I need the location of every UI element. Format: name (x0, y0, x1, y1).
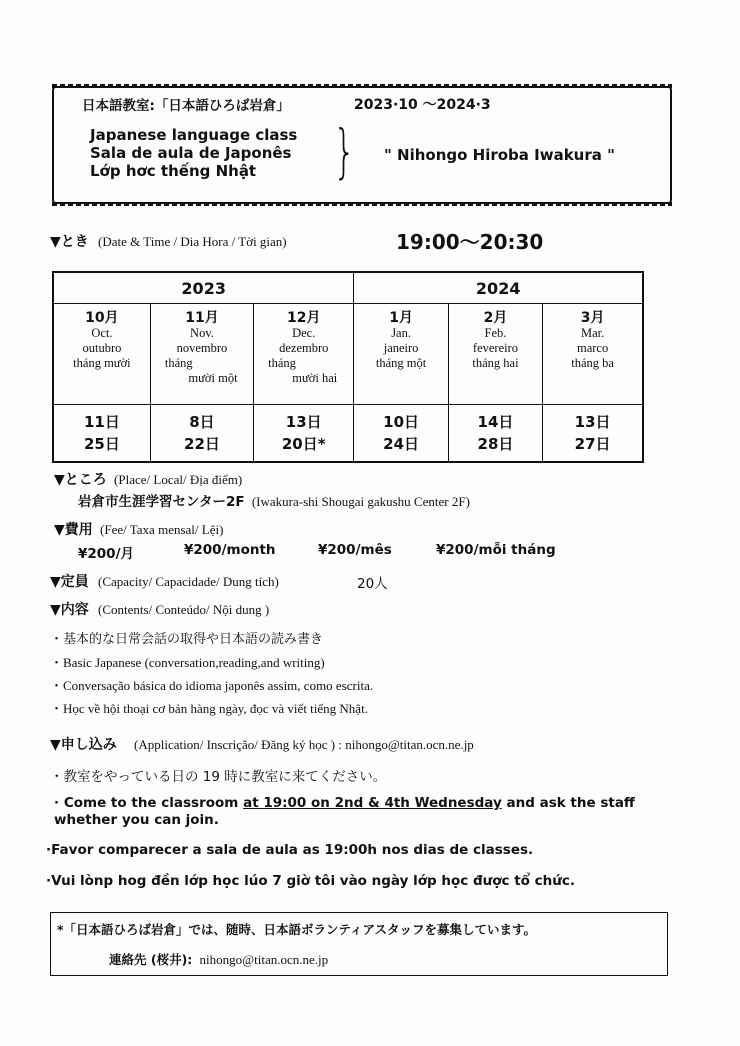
day-2: 22日 (184, 435, 220, 453)
day-cell (150, 405, 253, 463)
day-1: 13日 (285, 413, 322, 431)
header-box (52, 86, 672, 204)
contact-row (109, 950, 328, 968)
capacity-label: ▼定員 (50, 574, 89, 590)
month-en: Mar. (580, 326, 605, 340)
note-en-underlined: at 19:00 on 2nd & 4th Wednesday (243, 795, 502, 811)
month-en: Nov. (190, 326, 214, 340)
place-label-translation: (Place/ Local/ Địa điểm) (114, 472, 243, 487)
fee-value-pt: ¥200/mês (318, 542, 392, 558)
month-vi: tháng ba (571, 356, 614, 370)
schedule-table (52, 271, 644, 463)
month-en: Feb. (484, 326, 507, 340)
contents-label: ▼内容 (50, 602, 89, 618)
day-1: 14日 (477, 413, 514, 431)
month-cell (254, 304, 354, 405)
month-vi: tháng mười (73, 356, 131, 370)
fee-value-ja: ¥200/月 (78, 546, 135, 562)
class-name-en: Japanese language class (90, 126, 298, 144)
contents-item-en: ・Basic Japanese (conversation,reading,and writing) (50, 655, 325, 670)
day-2: 25日 (83, 435, 120, 453)
day-cell (543, 405, 643, 463)
month-pt: novembro (176, 341, 228, 355)
month-vi: tháng một (375, 356, 427, 370)
month-en: Dec. (292, 326, 316, 340)
capacity-row (50, 571, 279, 591)
day-cell (254, 405, 354, 463)
fee-value-vi: ¥200/mỗi tháng (436, 542, 556, 558)
month-pt: dezembro (279, 341, 329, 355)
class-title-ja: 日本語教室:「日本語ひろば岩倉」 (82, 98, 290, 114)
month-vi-2: mười hai (292, 371, 338, 385)
place-name-ja: 岩倉市生涯学習センター2F (78, 494, 245, 510)
contents-item-pt: ・Conversação básica do idioma japonês assim, como escrita. (50, 678, 374, 693)
class-name-lines (90, 126, 297, 180)
year-2023: 2023 (53, 272, 354, 304)
application-label-translation: (Application/ Inscrição/ Đăng ký học ) : nihongo@titan.ocn.ne.jp (134, 737, 474, 752)
place-label: ▼ところ (54, 472, 107, 488)
day-1: 11日 (83, 413, 120, 431)
time-row (50, 231, 287, 251)
day-cell (53, 405, 150, 463)
month-num: 3月 (580, 310, 605, 326)
fee-value-en: ¥200/month (184, 542, 276, 558)
month-pt: fevereiro (472, 341, 519, 355)
month-num: 2月 (483, 310, 508, 326)
application-label: ▼申し込み (50, 737, 117, 753)
month-pt: outubro (82, 341, 122, 355)
year-2024: 2024 (354, 272, 643, 304)
day-2: 20日* (281, 435, 326, 453)
month-num: 11月 (185, 310, 219, 326)
application-row (50, 734, 474, 754)
contact-email: nihongo@titan.ocn.ne.jp (199, 952, 329, 967)
class-name-vi: Lớp hơc thếng Nhật (90, 162, 257, 180)
contents-item-vi: ・Học về hội thoại cơ bản hàng ngày, đọc và viết tiếng Nhật. (50, 701, 368, 716)
place-row (54, 469, 242, 489)
note-en-line2: whether you can join. (54, 812, 219, 828)
day-2: 28日 (477, 435, 514, 453)
month-pt: marco (576, 341, 609, 355)
month-vi: tháng (268, 356, 296, 370)
note-en-pre: · Come to the classroom (54, 795, 244, 811)
day-cell (354, 405, 448, 463)
day-2: 27日 (574, 435, 611, 453)
brace: } (333, 117, 356, 185)
capacity-value: 20人 (357, 576, 388, 592)
capacity-label-translation: (Capacity/ Capacidade/ Dung tích) (98, 574, 279, 589)
application-note-en (54, 795, 635, 829)
fee-label: ▼費用 (54, 522, 93, 538)
month-vi-2: mười một (188, 371, 238, 385)
day-cell (448, 405, 542, 463)
month-vi: tháng (164, 356, 193, 370)
time-label-translation: (Date & Time / Dia Hora / Tời gian) (98, 234, 287, 249)
contents-label-translation: (Contents/ Conteúdo/ Nội dung ) (98, 602, 270, 617)
month-cell (53, 304, 150, 405)
month-cell (150, 304, 253, 405)
contents-row (50, 599, 269, 619)
day-2: 24日 (383, 435, 420, 453)
footer-box (50, 912, 668, 976)
month-num: 10月 (85, 310, 119, 326)
day-1: 8日 (189, 413, 215, 431)
month-cell (354, 304, 448, 405)
month-num: 12月 (287, 310, 321, 326)
place-name-romaji: (Iwakura-shi Shougai gakushu Center 2F) (251, 494, 470, 509)
day-1: 13日 (574, 413, 611, 431)
month-en: Jan. (391, 326, 411, 340)
class-period: 2023·10 ～2024·3 (354, 97, 491, 113)
place-detail (78, 490, 470, 510)
day-1: 10日 (383, 413, 420, 431)
class-name-romaji: " Nihongo Hiroba Iwakura " (384, 146, 615, 164)
application-note-pt: ·Favor comparecer a sala de aula as 19:00h nos dias de classes. (46, 842, 534, 858)
month-num: 1月 (389, 310, 413, 326)
fee-label-translation: (Fee/ Taxa mensal/ Lệi) (100, 522, 224, 537)
contents-item-ja: ・基本的な日常会話の取得や日本語の読み書き (50, 632, 324, 647)
application-note-vi: ·Vui lònp hog đền lớp học lúo 7 giờ tôi vào ngày lớp học được tổ chức. (46, 873, 576, 889)
application-note-ja: ・教室をやっている日の 19 時に教室に来てください。 (50, 769, 387, 785)
class-name-pt: Sala de aula de Japonês (90, 144, 292, 162)
time-label: ▼とき (50, 234, 89, 250)
month-pt: janeiro (383, 341, 419, 355)
month-cell (543, 304, 643, 405)
note-en-post: and ask the staff (501, 795, 635, 811)
time-value: 19:00～20:30 (396, 230, 544, 254)
fee-row (54, 519, 223, 539)
contents-list (50, 628, 373, 720)
recruit-text: *「日本語ひろば岩倉」では、随時、日本語ボランティアスタッフを募集しています。 (57, 922, 537, 937)
month-vi: tháng hai (472, 356, 519, 370)
month-en: Oct. (91, 326, 113, 340)
contact-label: 連絡先 (桜井): (109, 952, 193, 967)
month-cell (448, 304, 542, 405)
